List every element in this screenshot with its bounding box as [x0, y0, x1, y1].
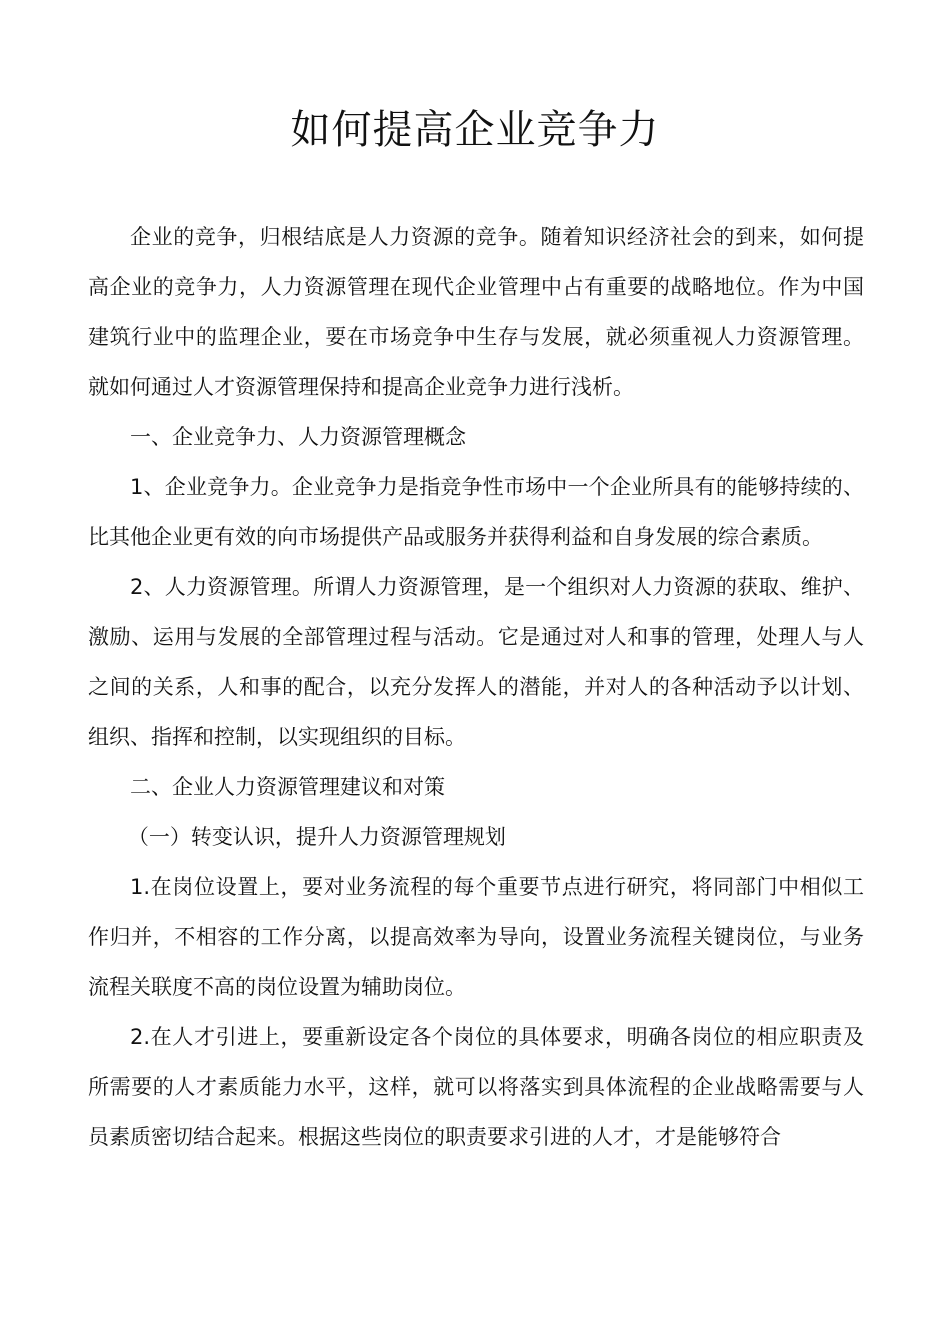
section-heading-1: 一、企业竞争力、人力资源管理概念 — [130, 425, 466, 449]
section-heading-2: 二、企业人力资源管理建议和对策 — [130, 775, 445, 799]
subsection-heading-1: （一）转变认识，提升人力资源管理规划 — [127, 825, 506, 849]
paragraph-talent-introduction: 2.在人才引进上，要重新设定各个岗位的具体要求，明确各岗位的相应职责及所需要的人才素质能力水平，这样，就可以将落实到具体流程的企业战略需要与人员素质密切结合起来。根据这些岗位的职责要求引进的人才，才是能够符合 — [88, 1025, 864, 1149]
paragraph-competitiveness: 1、企业竞争力。企业竞争力是指竞争性市场中一个企业所具有的能够持续的、比其他企业更有效的向市场提供产品或服务并获得利益和自身发展的综合素质。 — [88, 475, 864, 549]
document-title: 如何提高企业竞争力 — [290, 107, 660, 153]
paragraph-intro: 企业的竞争，归根结底是人力资源的竞争。随着知识经济社会的到来，如何提高企业的竞争力，人力资源管理在现代企业管理中占有重要的战略地位。作为中国建筑行业中的监理企业，要在市场竞争中生存与发展，就必须重视人力资源管理。就如何通过人才资源管理保持和提高企业竞争力进行浅析。 — [88, 225, 864, 399]
paragraph-hr-management: 2、人力资源管理。所谓人力资源管理，是一个组织对人力资源的获取、维护、激励、运用与发展的全部管理过程与活动。它是通过对人和事的管理，处理人与人之间的关系，人和事的配合，以充分发挥人的潜能，并对人的各种活动予以计划、组织、指挥和控制，以实现组织的目标。 — [88, 575, 864, 749]
paragraph-position-setup: 1.在岗位设置上，要对业务流程的每个重要节点进行研究，将同部门中相似工作归并，不相容的工作分离，以提高效率为导向，设置业务流程关键岗位，与业务流程关联度不高的岗位设置为辅助岗位。 — [88, 875, 864, 999]
document-body — [88, 212, 864, 1162]
